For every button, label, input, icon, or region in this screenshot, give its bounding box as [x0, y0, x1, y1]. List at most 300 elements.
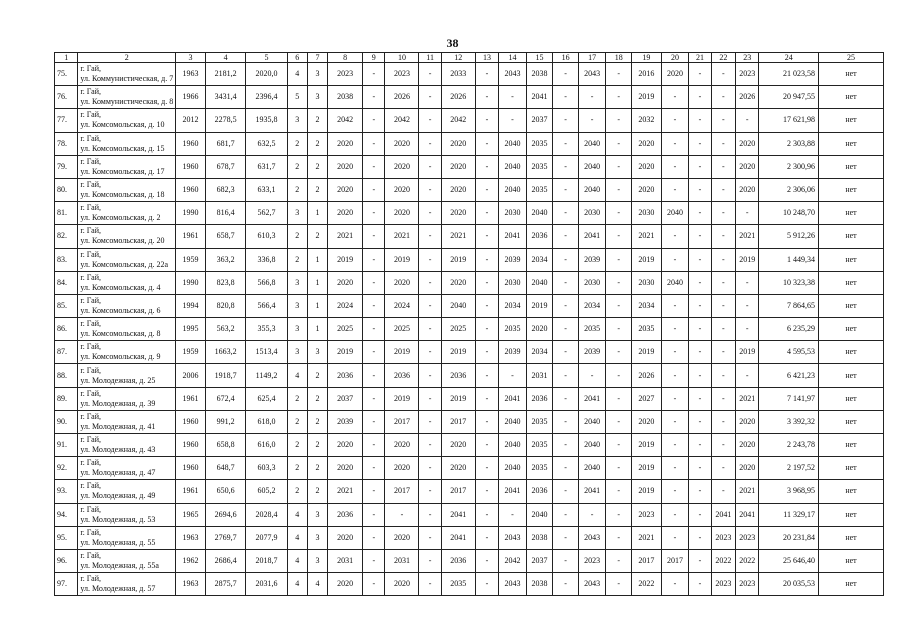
- data-cell: 1990: [176, 271, 206, 294]
- cost-cell: 2 303,88: [759, 132, 819, 155]
- data-cell: -: [475, 155, 498, 178]
- data-cell: -: [475, 225, 498, 248]
- data-cell: -: [553, 526, 579, 549]
- data-cell: -: [606, 109, 632, 132]
- table-row: [55, 573, 884, 596]
- cost-cell: 2 197,52: [759, 457, 819, 480]
- cost-cell: 7 141,97: [759, 387, 819, 410]
- address-city: г. Гай,: [80, 249, 102, 259]
- data-cell: -: [475, 318, 498, 341]
- address-street: ул. Молодежная, д. 41: [80, 421, 156, 431]
- data-cell: 2020,0: [246, 63, 287, 86]
- data-cell: -: [419, 549, 441, 572]
- cost-cell: 10 248,70: [759, 202, 819, 225]
- data-cell: -: [475, 457, 498, 480]
- data-cell: 2020: [328, 271, 363, 294]
- data-cell: 2030: [578, 202, 606, 225]
- address-street: ул. Комсомольская, д. 17: [80, 166, 165, 176]
- data-cell: 2: [287, 248, 307, 271]
- column-number-header: 3: [176, 53, 206, 63]
- data-cell: 4: [307, 573, 327, 596]
- data-cell: 3: [307, 86, 327, 109]
- data-cell: 681,7: [205, 132, 245, 155]
- address-city: г. Гай,: [80, 504, 102, 514]
- data-cell: 2039: [499, 341, 527, 364]
- data-cell: 2023: [631, 503, 661, 526]
- cost-cell: 7 864,65: [759, 294, 819, 317]
- data-cell: 2041: [578, 480, 606, 503]
- data-cell: 633,1: [246, 178, 287, 201]
- data-cell: нет: [818, 480, 883, 503]
- data-cell: -: [475, 364, 498, 387]
- data-cell: -: [419, 155, 441, 178]
- data-cell: 2040: [578, 457, 606, 480]
- data-cell: 2017: [385, 410, 419, 433]
- row-number-cell: 97.: [55, 573, 78, 596]
- data-cell: 2019: [631, 248, 661, 271]
- data-cell: 1918,7: [205, 364, 245, 387]
- data-cell: -: [661, 364, 689, 387]
- address-cell: [78, 178, 176, 201]
- data-cell: 2035: [631, 318, 661, 341]
- column-number-header: 8: [328, 53, 363, 63]
- row-number-cell: 81.: [55, 202, 78, 225]
- data-cell: 2034: [631, 294, 661, 317]
- cost-cell: 20 231,84: [759, 526, 819, 549]
- column-number-header: 12: [441, 53, 475, 63]
- data-cell: 2017: [385, 480, 419, 503]
- data-cell: -: [711, 364, 735, 387]
- data-cell: -: [606, 248, 632, 271]
- data-cell: -: [553, 155, 579, 178]
- data-cell: 610,3: [246, 225, 287, 248]
- data-cell: -: [606, 434, 632, 457]
- column-number-header: 1: [55, 53, 78, 63]
- data-cell: 2020: [385, 155, 419, 178]
- data-cell: -: [689, 503, 711, 526]
- column-number-header: 11: [419, 53, 441, 63]
- column-number-header: 7: [307, 53, 327, 63]
- data-cell: -: [606, 410, 632, 433]
- address-city: г. Гай,: [80, 342, 102, 352]
- data-cell: 2038: [526, 526, 553, 549]
- data-cell: 2: [287, 410, 307, 433]
- data-cell: -: [711, 480, 735, 503]
- cost-cell: 3 968,95: [759, 480, 819, 503]
- data-cell: 2034: [526, 248, 553, 271]
- address-city: г. Гай,: [80, 365, 102, 375]
- address-cell: [78, 410, 176, 433]
- data-cell: -: [363, 526, 385, 549]
- address-cell: [78, 132, 176, 155]
- data-cell: 2036: [328, 364, 363, 387]
- data-cell: 2019: [385, 248, 419, 271]
- data-cell: нет: [818, 225, 883, 248]
- data-cell: 1965: [176, 503, 206, 526]
- address-city: г. Гай,: [80, 133, 102, 143]
- data-cell: -: [553, 503, 579, 526]
- cost-cell: 4 595,53: [759, 341, 819, 364]
- cost-cell: 2 300,96: [759, 155, 819, 178]
- data-cell: -: [363, 364, 385, 387]
- data-cell: -: [689, 225, 711, 248]
- cost-cell: 3 392,32: [759, 410, 819, 433]
- data-cell: 2021: [631, 225, 661, 248]
- data-cell: 1935,8: [246, 109, 287, 132]
- data-cell: -: [711, 86, 735, 109]
- data-cell: 3: [307, 63, 327, 86]
- data-cell: 2021: [441, 225, 475, 248]
- data-cell: -: [689, 364, 711, 387]
- data-cell: 2020: [441, 457, 475, 480]
- data-cell: 2038: [526, 573, 553, 596]
- data-cell: 2030: [578, 271, 606, 294]
- data-cell: нет: [818, 318, 883, 341]
- data-cell: 2025: [328, 318, 363, 341]
- data-cell: -: [606, 457, 632, 480]
- data-cell: -: [363, 549, 385, 572]
- data-cell: -: [661, 341, 689, 364]
- data-cell: -: [475, 86, 498, 109]
- cost-cell: 20 947,55: [759, 86, 819, 109]
- data-cell: 616,0: [246, 434, 287, 457]
- cost-cell: 25 646,40: [759, 549, 819, 572]
- data-cell: -: [661, 109, 689, 132]
- data-cell: 2027: [631, 387, 661, 410]
- data-cell: -: [419, 225, 441, 248]
- data-cell: -: [661, 410, 689, 433]
- data-cell: -: [736, 364, 759, 387]
- row-number-cell: 96.: [55, 549, 78, 572]
- data-cell: 2040: [499, 178, 527, 201]
- cost-cell: 10 323,38: [759, 271, 819, 294]
- data-cell: 2018,7: [246, 549, 287, 572]
- row-number-cell: 83.: [55, 248, 78, 271]
- address-city: г. Гай,: [80, 156, 102, 166]
- table-row: [55, 63, 884, 86]
- data-cell: -: [475, 503, 498, 526]
- data-cell: нет: [818, 63, 883, 86]
- data-cell: -: [606, 341, 632, 364]
- data-cell: 2040: [499, 410, 527, 433]
- data-cell: 2040: [526, 202, 553, 225]
- data-cell: нет: [818, 178, 883, 201]
- data-cell: 2: [307, 434, 327, 457]
- address-cell: [78, 549, 176, 572]
- address-street: ул. Молодежная, д. 55: [80, 537, 156, 547]
- data-cell: 1961: [176, 225, 206, 248]
- data-cell: 2041: [499, 387, 527, 410]
- data-cell: -: [606, 294, 632, 317]
- data-cell: 2020: [328, 573, 363, 596]
- data-cell: -: [661, 225, 689, 248]
- row-number-cell: 92.: [55, 457, 78, 480]
- data-cell: 2020: [328, 155, 363, 178]
- data-cell: 2020: [385, 132, 419, 155]
- data-cell: 1: [307, 248, 327, 271]
- data-cell: 2020: [631, 178, 661, 201]
- data-cell: -: [689, 63, 711, 86]
- data-cell: -: [419, 202, 441, 225]
- data-cell: 2024: [328, 294, 363, 317]
- data-cell: -: [363, 457, 385, 480]
- data-cell: 2020: [441, 271, 475, 294]
- table-row: [55, 549, 884, 572]
- data-cell: 2019: [328, 248, 363, 271]
- data-cell: -: [499, 109, 527, 132]
- data-cell: -: [475, 434, 498, 457]
- data-cell: 2041: [736, 503, 759, 526]
- data-cell: -: [711, 155, 735, 178]
- row-number-cell: 84.: [55, 271, 78, 294]
- data-cell: -: [475, 178, 498, 201]
- data-cell: 2035: [526, 457, 553, 480]
- data-cell: 3: [307, 503, 327, 526]
- data-cell: 336,8: [246, 248, 287, 271]
- table-row: [55, 248, 884, 271]
- row-number-cell: 95.: [55, 526, 78, 549]
- data-cell: 2036: [441, 364, 475, 387]
- address-cell: [78, 387, 176, 410]
- data-cell: -: [606, 387, 632, 410]
- data-cell: -: [689, 132, 711, 155]
- data-cell: -: [661, 248, 689, 271]
- data-cell: 2019: [631, 86, 661, 109]
- data-cell: -: [553, 457, 579, 480]
- cost-cell: 21 023,58: [759, 63, 819, 86]
- data-cell: -: [711, 271, 735, 294]
- data-cell: 2028,4: [246, 503, 287, 526]
- page-number: 38: [446, 36, 459, 50]
- data-cell: -: [689, 573, 711, 596]
- address-cell: [78, 155, 176, 178]
- table-row: [55, 434, 884, 457]
- address-cell: [78, 271, 176, 294]
- data-cell: 2026: [736, 86, 759, 109]
- address-city: г. Гай,: [80, 180, 102, 190]
- data-cell: 2024: [385, 294, 419, 317]
- data-cell: 2769,7: [205, 526, 245, 549]
- address-street: ул. Комсомольская, д. 6: [80, 305, 161, 315]
- data-cell: 2020: [661, 63, 689, 86]
- data-cell: 2019: [631, 434, 661, 457]
- data-cell: 2020: [328, 202, 363, 225]
- data-cell: -: [363, 178, 385, 201]
- data-cell: нет: [818, 549, 883, 572]
- data-cell: 2040: [441, 294, 475, 317]
- data-cell: 2019: [631, 341, 661, 364]
- data-cell: -: [553, 434, 579, 457]
- row-number-cell: 85.: [55, 294, 78, 317]
- data-cell: 4: [287, 549, 307, 572]
- table-row: [55, 387, 884, 410]
- data-cell: -: [419, 341, 441, 364]
- address-cell: [78, 364, 176, 387]
- data-cell: 2020: [736, 457, 759, 480]
- data-cell: нет: [818, 573, 883, 596]
- row-number-cell: 87.: [55, 341, 78, 364]
- address-city: г. Гай,: [80, 551, 102, 561]
- data-cell: 2021: [736, 387, 759, 410]
- data-cell: -: [553, 480, 579, 503]
- data-cell: 2020: [736, 178, 759, 201]
- data-cell: 2396,4: [246, 86, 287, 109]
- data-cell: 2017: [661, 549, 689, 572]
- data-cell: 2020: [385, 526, 419, 549]
- data-cell: -: [689, 549, 711, 572]
- data-cell: 3: [307, 549, 327, 572]
- data-cell: 1966: [176, 86, 206, 109]
- data-cell: 1960: [176, 155, 206, 178]
- data-cell: 650,6: [205, 480, 245, 503]
- address-city: г. Гай,: [80, 203, 102, 213]
- data-cell: -: [553, 410, 579, 433]
- address-city: г. Гай,: [80, 272, 102, 282]
- data-cell: 2020: [328, 434, 363, 457]
- data-cell: 1960: [176, 410, 206, 433]
- data-cell: -: [711, 248, 735, 271]
- data-cell: 2020: [385, 271, 419, 294]
- address-city: г. Гай,: [80, 64, 102, 74]
- column-number-header: 4: [205, 53, 245, 63]
- data-cell: -: [363, 294, 385, 317]
- data-cell: 2023: [736, 63, 759, 86]
- data-cell: 3: [287, 109, 307, 132]
- data-cell: 2032: [631, 109, 661, 132]
- data-cell: -: [711, 341, 735, 364]
- data-cell: 2006: [176, 364, 206, 387]
- table-row: [55, 132, 884, 155]
- table-row: [55, 457, 884, 480]
- data-cell: -: [736, 294, 759, 317]
- data-cell: 658,8: [205, 434, 245, 457]
- data-cell: -: [689, 318, 711, 341]
- data-cell: нет: [818, 248, 883, 271]
- data-cell: нет: [818, 387, 883, 410]
- data-cell: 2026: [385, 86, 419, 109]
- data-cell: 2: [307, 155, 327, 178]
- data-cell: 1963: [176, 63, 206, 86]
- data-cell: -: [689, 86, 711, 109]
- data-cell: -: [475, 63, 498, 86]
- data-cell: -: [363, 573, 385, 596]
- data-cell: 2022: [736, 549, 759, 572]
- data-cell: 678,7: [205, 155, 245, 178]
- data-cell: 2037: [526, 549, 553, 572]
- row-number-cell: 82.: [55, 225, 78, 248]
- data-cell: -: [363, 109, 385, 132]
- data-cell: -: [553, 109, 579, 132]
- row-number-cell: 76.: [55, 86, 78, 109]
- data-cell: 2039: [578, 248, 606, 271]
- data-cell: 2035: [526, 155, 553, 178]
- data-cell: -: [363, 318, 385, 341]
- data-cell: 2: [307, 410, 327, 433]
- data-cell: 2019: [441, 387, 475, 410]
- data-cell: -: [499, 503, 527, 526]
- address-street: ул. Комсомольская, д. 15: [80, 143, 165, 153]
- data-cell: -: [661, 294, 689, 317]
- data-cell: -: [661, 480, 689, 503]
- data-cell: 648,7: [205, 457, 245, 480]
- data-cell: 2031: [328, 549, 363, 572]
- row-number-cell: 91.: [55, 434, 78, 457]
- data-cell: 2686,4: [205, 549, 245, 572]
- address-street: ул. Комсомольская, д. 4: [80, 282, 161, 292]
- data-cell: 632,5: [246, 132, 287, 155]
- data-cell: 2040: [526, 503, 553, 526]
- data-cell: 4: [287, 526, 307, 549]
- data-cell: -: [689, 178, 711, 201]
- data-cell: 2019: [736, 341, 759, 364]
- data-cell: 2036: [441, 549, 475, 572]
- data-cell: -: [606, 573, 632, 596]
- data-cell: 563,2: [205, 318, 245, 341]
- data-cell: -: [606, 63, 632, 86]
- data-cell: -: [419, 503, 441, 526]
- data-cell: -: [363, 341, 385, 364]
- data-cell: -: [363, 155, 385, 178]
- row-number-cell: 78.: [55, 132, 78, 155]
- address-street: ул. Молодежная, д. 57: [80, 584, 156, 594]
- column-number-header: 24: [759, 53, 819, 63]
- data-cell: 816,4: [205, 202, 245, 225]
- data-cell: 2020: [441, 132, 475, 155]
- data-cell: 1: [307, 318, 327, 341]
- data-cell: 1963: [176, 526, 206, 549]
- address-street: ул. Комсомольская, д. 18: [80, 190, 165, 200]
- data-cell: 2020: [631, 132, 661, 155]
- data-cell: 2023: [385, 63, 419, 86]
- data-cell: 1990: [176, 202, 206, 225]
- data-cell: 3: [287, 341, 307, 364]
- data-cell: 4: [287, 503, 307, 526]
- address-city: г. Гай,: [80, 295, 102, 305]
- data-cell: -: [661, 178, 689, 201]
- data-cell: 2034: [499, 294, 527, 317]
- data-cell: нет: [818, 86, 883, 109]
- column-number-header: 21: [689, 53, 711, 63]
- row-number-cell: 94.: [55, 503, 78, 526]
- data-cell: 2030: [499, 271, 527, 294]
- row-number-cell: 89.: [55, 387, 78, 410]
- address-cell: [78, 86, 176, 109]
- data-cell: нет: [818, 109, 883, 132]
- data-cell: 2041: [526, 86, 553, 109]
- data-cell: 2019: [385, 387, 419, 410]
- row-number-cell: 75.: [55, 63, 78, 86]
- data-cell: -: [606, 202, 632, 225]
- data-cell: 1: [307, 294, 327, 317]
- data-cell: -: [606, 178, 632, 201]
- data-cell: 4: [287, 573, 307, 596]
- data-cell: 1960: [176, 457, 206, 480]
- table-row: [55, 503, 884, 526]
- column-number-header: 18: [606, 53, 632, 63]
- data-cell: -: [736, 318, 759, 341]
- table-row: [55, 364, 884, 387]
- data-cell: -: [553, 178, 579, 201]
- data-cell: 2016: [631, 63, 661, 86]
- data-cell: -: [363, 132, 385, 155]
- data-cell: 2: [287, 457, 307, 480]
- cost-cell: 6 235,29: [759, 318, 819, 341]
- data-cell: 2037: [328, 387, 363, 410]
- data-cell: нет: [818, 434, 883, 457]
- data-cell: -: [578, 364, 606, 387]
- data-cell: -: [363, 248, 385, 271]
- data-cell: 2012: [176, 109, 206, 132]
